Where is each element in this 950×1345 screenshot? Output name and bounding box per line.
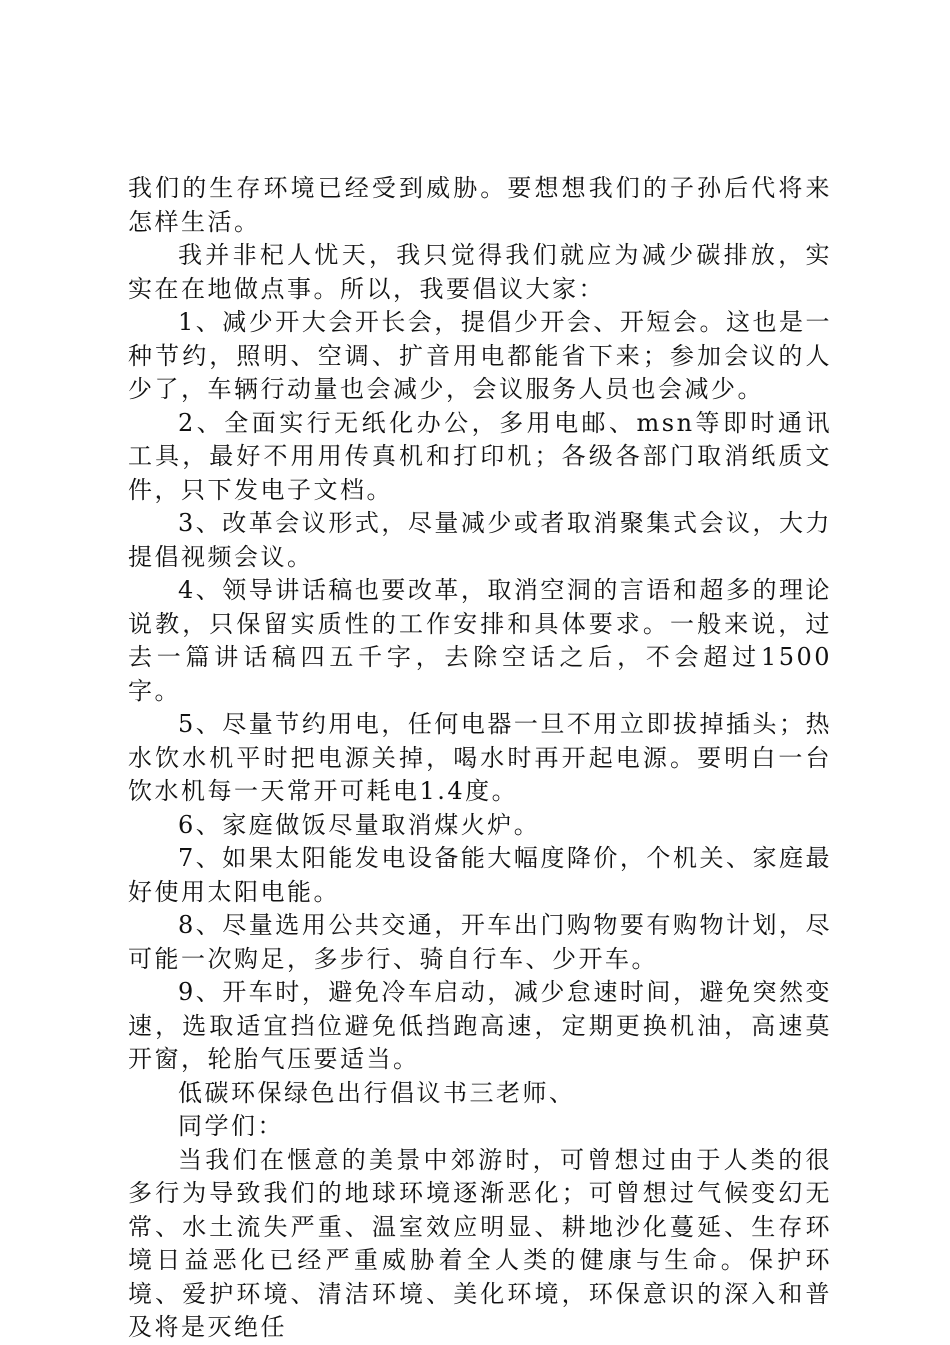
paragraph-item-6: 6、家庭做饭尽量取消煤火炉。 — [178, 810, 541, 839]
paragraph-item-9: 9、开车时，避免冷车启动，减少怠速时间，避免突然变速，选取适宜挡位避免低挡跑高速，定期更换机油，高速莫开窗，轮胎气压要适当。 — [128, 978, 832, 1073]
paragraph-item-8: 8、尽量选用公共交通，开车出门购物要有购物计划，尽可能一次购足，多步行、骑自行车、少开车。 — [128, 911, 832, 973]
paragraph-item-1: 1、减少开大会开长会，提倡少开会、开短会。这也是一种节约，照明、空调、扩音用电都能省下来；参加会议的人少了，车辆行动量也会减少，会议服务人员也会减少。 — [128, 308, 832, 403]
paragraph-item-4: 4、领导讲话稿也要改革，取消空洞的言语和超多的理论说教，只保留实质性的工作安排和具体要求。一般来说，过去一篇讲话稿四五千字，去除空话之后，不会超过1500字。 — [128, 576, 832, 705]
document-body — [128, 172, 832, 1345]
paragraph-proposal: 我并非杞人忧天，我只觉得我们就应为减少碳排放，实实在在地做点事。所以，我要倡议大家： — [128, 241, 832, 303]
paragraph-item-5: 5、尽量节约用电，任何电器一旦不用立即拔掉插头；热水饮水机平时把电源关掉，喝水时再开起电源。要明白一台饮水机每一天常开可耗电1.4度。 — [128, 710, 832, 805]
paragraph-intro: 我们的生存环境已经受到威胁。要想想我们的子孙后代将来怎样生活。 — [128, 174, 832, 236]
paragraph-closing: 当我们在惬意的美景中郊游时，可曾想过由于人类的很多行为导致我们的地球环境逐渐恶化；可曾想过气候变幻无常、水土流失严重、温室效应明显、耕地沙化蔓延、生存环境日益恶化已经严重威胁着全人类的健康与生命。保护环境、爱护环境、清洁环境、美化环境，环保意识的深入和普及将是灭绝任 — [128, 1145, 832, 1341]
paragraph-item-2: 2、全面实行无纸化办公，多用电邮、msn等即时通讯工具，最好不用用传真机和打印机；各级各部门取消纸质文件，只下发电子文档。 — [128, 408, 832, 504]
section-heading: 低碳环保绿色出行倡议书三老师、 — [178, 1078, 576, 1107]
paragraph-item-3: 3、改革会议形式，尽量减少或者取消聚集式会议，大力提倡视频会议。 — [128, 509, 832, 571]
paragraph-item-7: 7、如果太阳能发电设备能大幅度降价，个机关、家庭最好使用太阳电能。 — [128, 844, 832, 906]
salutation: 同学们： — [178, 1112, 284, 1140]
